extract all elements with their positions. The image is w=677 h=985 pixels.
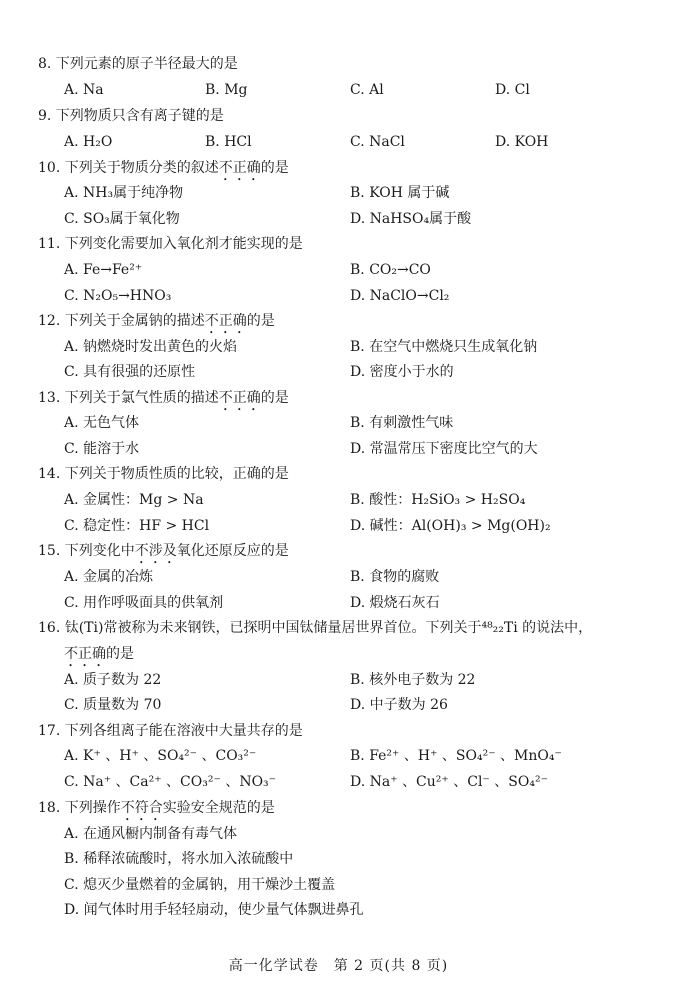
question-8-option-d: D. Cl xyxy=(495,82,530,98)
emphasis-text: 不涉及 xyxy=(134,543,177,559)
question-8-option-c: C. Al xyxy=(350,82,384,98)
question-12-option-b: B. 在空气中燃烧只生成氧化钠 xyxy=(350,339,538,355)
stem-text: 的是 xyxy=(260,160,289,176)
question-17-option-c: C. Na⁺ 、Ca²⁺ 、CO₃²⁻ 、NO₃⁻ xyxy=(64,774,277,790)
stem-text: 的是 xyxy=(246,313,275,329)
stem-text: 13. 下列关于氯气性质的描述 xyxy=(38,390,219,406)
question-9-stem: 9. 下列物质只含有离子键的是 xyxy=(38,108,224,124)
stem-text: 15. 下列变化中 xyxy=(38,543,135,559)
question-18-option-d: D. 闻气体时用手轻轻扇动，使少量气体飘进鼻孔 xyxy=(64,902,364,918)
question-10-option-d: D. NaHSO₄属于酸 xyxy=(350,211,472,227)
question-16-option-d: D. 中子数为 26 xyxy=(350,697,448,713)
question-16-option-c: C. 质量数为 70 xyxy=(64,697,162,713)
question-15-option-b: B. 食物的腐败 xyxy=(350,569,440,585)
question-13-stem xyxy=(38,388,289,414)
emphasis-text: 不正确 xyxy=(204,313,247,329)
question-11-option-d: D. NaClO→Cl₂ xyxy=(350,288,450,304)
question-12-option-d: D. 密度小于水的 xyxy=(350,364,454,380)
question-16-option-a: A. 质子数为 22 xyxy=(64,672,162,688)
question-10-option-b: B. KOH 属于碱 xyxy=(350,185,450,201)
question-14-option-d: D. 碱性：Al(OH)₃ > Mg(OH)₂ xyxy=(350,518,551,534)
question-13-option-d: D. 常温常压下密度比空气的大 xyxy=(350,441,538,457)
question-15-option-a: A. 金属的冶炼 xyxy=(64,569,154,585)
emphasis-text: 不符合 xyxy=(120,800,163,816)
stem-text: 的是 xyxy=(106,646,134,662)
stem-text: 氧化还原反应的是 xyxy=(176,543,289,559)
question-16-stem-line2 xyxy=(64,644,134,670)
question-17-stem: 17. 下列各组离子能在溶液中大量共存的是 xyxy=(38,723,303,739)
question-12-option-c: C. 具有很强的还原性 xyxy=(64,364,196,380)
question-16-stem-line1: 16. 钛(Ti)常被称为未来钢铁，已探明中国钛储量居世界首位。下列关于⁴⁸₂₂Ti 的说法中， xyxy=(38,620,593,636)
question-8-option-a: A. Na xyxy=(64,82,104,98)
question-10-option-c: C. SO₃属于氧化物 xyxy=(64,211,180,227)
question-14-stem: 14. 下列关于物质性质的比较，正确的是 xyxy=(38,466,289,482)
question-11-option-a: A. Fe→Fe²⁺ xyxy=(64,262,143,278)
question-16-option-b: B. 核外电子数为 22 xyxy=(350,672,476,688)
question-13-option-c: C. 能溶于水 xyxy=(64,441,140,457)
question-18-option-a: A. 在通风橱内制备有毒气体 xyxy=(64,826,238,842)
question-12-option-a: A. 钠燃烧时发出黄色的火焰 xyxy=(64,339,238,355)
question-13-option-a: A. 无色气体 xyxy=(64,415,140,431)
question-15-stem xyxy=(38,541,289,567)
question-11-stem: 11. 下列变化需要加入氧化剂才能实现的是 xyxy=(38,236,303,252)
stem-text: 10. 下列关于物质分类的叙述 xyxy=(38,160,219,176)
question-18-stem xyxy=(38,798,275,824)
stem-text: 实验安全规范的是 xyxy=(162,800,275,816)
question-15-option-c: C. 用作呼吸面具的供氧剂 xyxy=(64,595,224,611)
question-14-option-c: C. 稳定性：HF > HCl xyxy=(64,518,210,534)
question-10-stem xyxy=(38,158,289,184)
emphasis-text: 不正确 xyxy=(64,646,106,662)
stem-text: 12. 下列关于金属钠的描述 xyxy=(38,313,205,329)
question-10-option-a: A. NH₃属于纯净物 xyxy=(64,185,184,201)
emphasis-text: 不正确 xyxy=(218,390,261,406)
stem-text: 的是 xyxy=(260,390,289,406)
question-9-option-d: D. KOH xyxy=(495,134,549,150)
page-footer: 高一化学试卷 第 2 页(共 8 页) xyxy=(228,958,449,974)
emphasis-text: 不正确 xyxy=(218,160,261,176)
question-17-option-d: D. Na⁺ 、Cu²⁺ 、Cl⁻ 、SO₄²⁻ xyxy=(350,774,548,790)
question-18-option-b: B. 稀释浓硫酸时，将水加入浓硫酸中 xyxy=(64,851,294,867)
question-13-option-b: B. 有刺激性气味 xyxy=(350,415,454,431)
question-14-option-a: A. 金属性：Mg > Na xyxy=(64,492,204,508)
question-11-option-b: B. CO₂→CO xyxy=(350,262,431,278)
question-17-option-b: B. Fe²⁺ 、H⁺ 、SO₄²⁻ 、MnO₄⁻ xyxy=(350,748,562,764)
question-18-option-c: C. 熄灭少量燃着的金属钠，用干燥沙土覆盖 xyxy=(64,877,336,893)
question-9-option-b: B. HCl xyxy=(205,134,252,150)
question-8-stem: 8. 下列元素的原子半径最大的是 xyxy=(38,56,238,72)
question-9-option-c: C. NaCl xyxy=(350,134,405,150)
stem-text: 18. 下列操作 xyxy=(38,800,121,816)
question-9-option-a: A. H₂O xyxy=(64,134,113,150)
question-12-stem xyxy=(38,311,275,337)
question-15-option-d: D. 煅烧石灰石 xyxy=(350,595,440,611)
question-8-option-b: B. Mg xyxy=(205,82,248,98)
question-11-option-c: C. N₂O₅→HNO₃ xyxy=(64,288,172,304)
question-17-option-a: A. K⁺ 、H⁺ 、SO₄²⁻ 、CO₃²⁻ xyxy=(64,748,257,764)
question-14-option-b: B. 酸性：H₂SiO₃ > H₂SO₄ xyxy=(350,492,526,508)
